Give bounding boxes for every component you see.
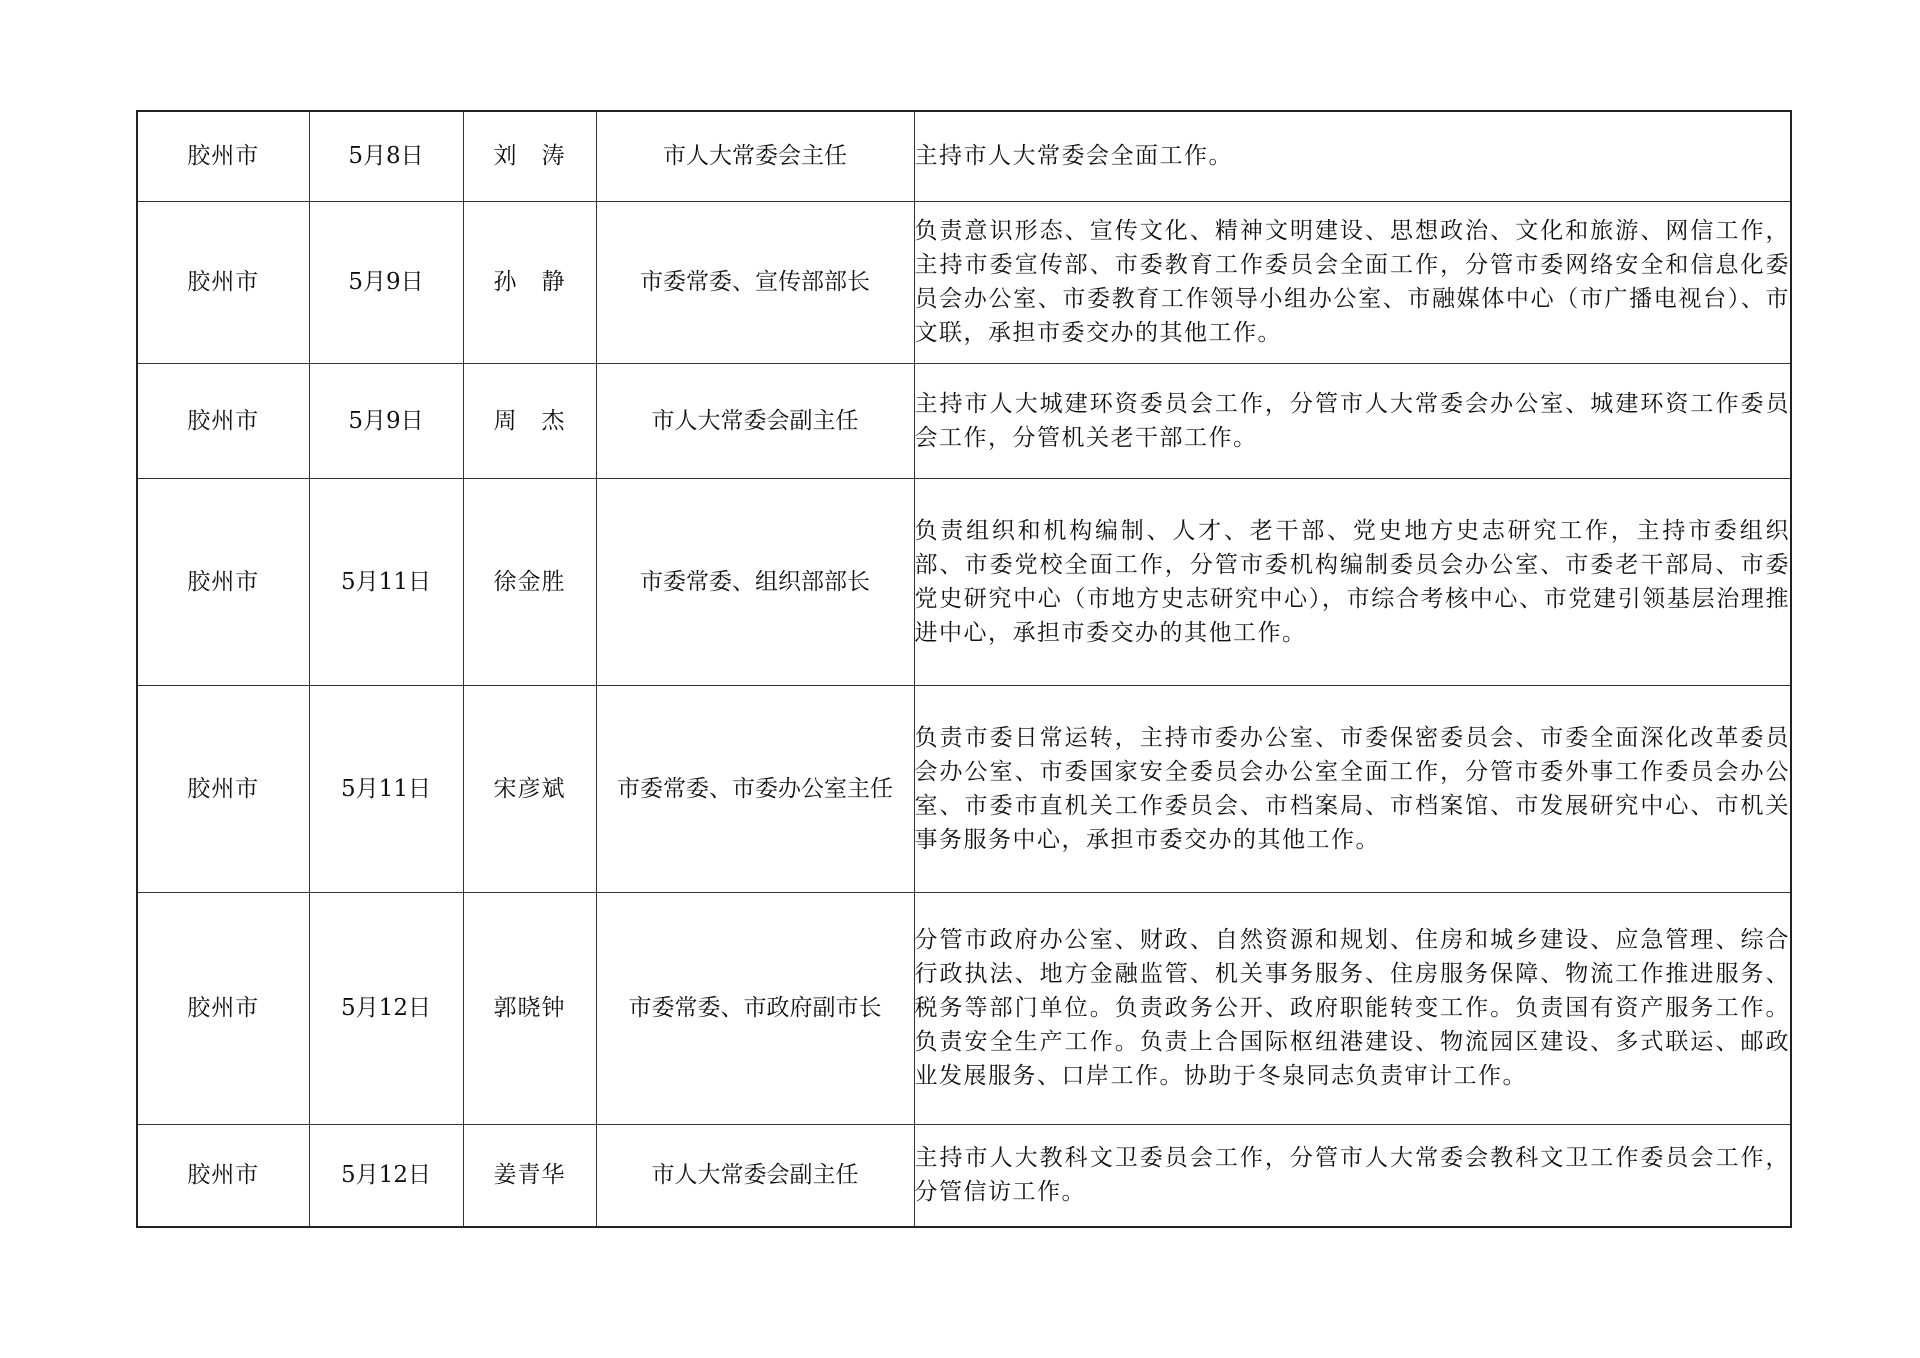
duty-cell: 负责组织和机构编制、人才、老干部、党史地方史志研究工作，主持市委组织部、市委党校全面工作，分管市委机构编制委员会办公室、市委老干部局、市委党史研究中心（市地方史志研究中心），市综合考核中心、市党建引领基层治理推进中心，承担市委交办的其他工作。	[914, 478, 1791, 685]
position-cell: 市委常委、市委办公室主任	[596, 685, 914, 892]
duty-cell: 主持市人大教科文卫委员会工作，分管市人大常委会教科文卫工作委员会工作，分管信访工作。	[914, 1124, 1791, 1227]
name-cell: 孙 静	[463, 201, 596, 363]
date-cell: 5月12日	[309, 1124, 463, 1227]
date-cell: 5月11日	[309, 478, 463, 685]
name-cell: 宋彦斌	[463, 685, 596, 892]
table-row	[137, 892, 1791, 1124]
city-cell: 胶州市	[137, 111, 309, 201]
name-cell: 郭晓钟	[463, 892, 596, 1124]
duty-cell: 主持市人大城建环资委员会工作，分管市人大常委会办公室、城建环资工作委员会工作，分管机关老干部工作。	[914, 363, 1791, 478]
city-cell: 胶州市	[137, 685, 309, 892]
duty-cell: 主持市人大常委会全面工作。	[914, 111, 1791, 201]
position-cell: 市委常委、组织部部长	[596, 478, 914, 685]
date-cell: 5月9日	[309, 201, 463, 363]
city-cell: 胶州市	[137, 478, 309, 685]
date-cell: 5月12日	[309, 892, 463, 1124]
position-cell: 市人大常委会副主任	[596, 363, 914, 478]
position-cell: 市委常委、市政府副市长	[596, 892, 914, 1124]
city-cell: 胶州市	[137, 1124, 309, 1227]
city-cell: 胶州市	[137, 892, 309, 1124]
name-cell: 姜青华	[463, 1124, 596, 1227]
date-cell: 5月8日	[309, 111, 463, 201]
position-cell: 市委常委、宣传部部长	[596, 201, 914, 363]
table-row	[137, 685, 1791, 892]
duty-cell: 分管市政府办公室、财政、自然资源和规划、住房和城乡建设、应急管理、综合行政执法、地方金融监管、机关事务服务、住房服务保障、物流工作推进服务、税务等部门单位。负责政务公开、政府职能转变工作。负责国有资产服务工作。负责安全生产工作。负责上合国际枢纽港建设、物流园区建设、多式联运、邮政业发展服务、口岸工作。协助于冬泉同志负责审计工作。	[914, 892, 1791, 1124]
duty-cell: 负责市委日常运转，主持市委办公室、市委保密委员会、市委全面深化改革委员会办公室、市委国家安全委员会办公室全面工作，分管市委外事工作委员会办公室、市委市直机关工作委员会、市档案局、市档案馆、市发展研究中心、市机关事务服务中心，承担市委交办的其他工作。	[914, 685, 1791, 892]
duty-cell: 负责意识形态、宣传文化、精神文明建设、思想政治、文化和旅游、网信工作，主持市委宣传部、市委教育工作委员会全面工作，分管市委网络安全和信息化委员会办公室、市委教育工作领导小组办公室、市融媒体中心（市广播电视台）、市文联，承担市委交办的其他工作。	[914, 201, 1791, 363]
name-cell: 徐金胜	[463, 478, 596, 685]
leader-duty-table	[136, 110, 1792, 1228]
date-cell: 5月11日	[309, 685, 463, 892]
date-cell: 5月9日	[309, 363, 463, 478]
position-cell: 市人大常委会副主任	[596, 1124, 914, 1227]
city-cell: 胶州市	[137, 201, 309, 363]
table-row	[137, 201, 1791, 363]
table-row	[137, 111, 1791, 201]
city-cell: 胶州市	[137, 363, 309, 478]
name-cell: 刘 涛	[463, 111, 596, 201]
position-cell: 市人大常委会主任	[596, 111, 914, 201]
name-cell: 周 杰	[463, 363, 596, 478]
table-row	[137, 1124, 1791, 1227]
table-row	[137, 363, 1791, 478]
table-row	[137, 478, 1791, 685]
